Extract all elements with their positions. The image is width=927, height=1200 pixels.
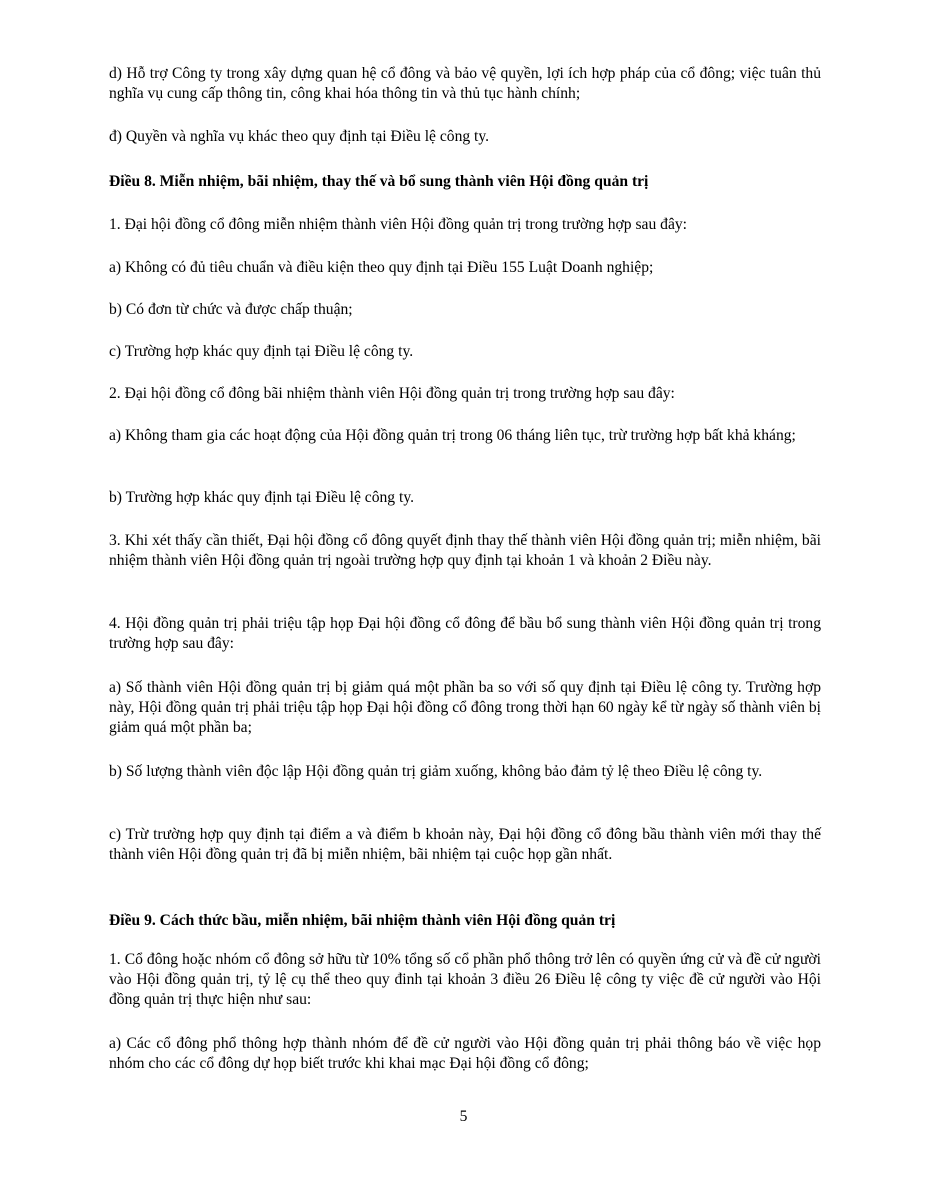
paragraph-8-3: 3. Khi xét thấy cần thiết, Đại hội đồng cổ đông quyết định thay thế thành viên Hội đồng quản trị; miễn nhiệm, bãi nhiệm thành viên Hội đồng quản trị ngoài trường hợp quy định tại khoản 1 và khoản 2 Điều này. bbox=[109, 532, 821, 569]
paragraph-8-1-a: a) Không có đủ tiêu chuẩn và điều kiện theo quy định tại Điều 155 Luật Doanh nghiệp; bbox=[109, 259, 654, 276]
heading-article-8: Điều 8. Miễn nhiệm, bãi nhiệm, thay thế và bổ sung thành viên Hội đồng quản trị bbox=[109, 173, 649, 190]
paragraph-8-4-a: a) Số thành viên Hội đồng quản trị bị giảm quá một phần ba so với số quy định tại Điều lệ công ty. Trường hợp này, Hội đồng quản trị phải triệu tập họp Đại hội đồng cổ đông trong thời hạn 60 ngày kể từ ngày số thành viên bị giảm quá một phần ba; bbox=[109, 679, 821, 736]
paragraph-9-1-a: a) Các cổ đông phổ thông hợp thành nhóm để đề cử người vào Hội đồng quản trị phải thông báo về việc họp nhóm cho các cổ đông dự họp biết trước khi khai mạc Đại hội đồng cổ đông; bbox=[109, 1035, 821, 1072]
paragraph-8-1-b: b) Có đơn từ chức và được chấp thuận; bbox=[109, 301, 353, 318]
paragraph-8-4-b: b) Số lượng thành viên độc lập Hội đồng quản trị giảm xuống, không bảo đảm tỷ lệ theo Điều lệ công ty. bbox=[109, 763, 763, 780]
paragraph-dd-other-rights: đ) Quyền và nghĩa vụ khác theo quy định tại Điều lệ công ty. bbox=[109, 128, 490, 145]
paragraph-9-1: 1. Cổ đông hoặc nhóm cổ đông sở hữu từ 10% tổng số cổ phần phổ thông trở lên có quyền ứng cử và đề cử người vào Hội đồng quản trị, tỷ lệ cụ thể theo quy đinh tại khoản 3 điều 26 Điều lệ công ty việc đề cử người vào Hội đồng quản trị thực hiện như sau: bbox=[109, 951, 821, 1008]
paragraph-8-2: 2. Đại hội đồng cổ đông bãi nhiệm thành viên Hội đồng quản trị trong trường hợp sau đây: bbox=[109, 385, 675, 402]
paragraph-8-1: 1. Đại hội đồng cổ đông miễn nhiệm thành viên Hội đồng quản trị trong trường hợp sau đây: bbox=[109, 216, 688, 233]
paragraph-8-4-c: c) Trừ trường hợp quy định tại điểm a và điểm b khoản này, Đại hội đồng cổ đông bầu thành viên mới thay thế thành viên Hội đồng quản trị đã bị miễn nhiệm, bãi nhiệm tại cuộc họp gần nhất. bbox=[109, 826, 821, 863]
heading-article-9: Điều 9. Cách thức bầu, miễn nhiệm, bãi nhiệm thành viên Hội đồng quản trị bbox=[109, 912, 616, 929]
paragraph-d-support: d) Hỗ trợ Công ty trong xây dựng quan hệ cổ đông và bảo vệ quyền, lợi ích hợp pháp của cổ đông; việc tuân thủ nghĩa vụ cung cấp thông tin, công khai hóa thông tin và thủ tục hành chính; bbox=[109, 65, 821, 102]
page-number: 5 bbox=[459, 1108, 468, 1125]
paragraph-8-2-b: b) Trường hợp khác quy định tại Điều lệ công ty. bbox=[109, 489, 415, 506]
paragraph-8-1-c: c) Trường hợp khác quy định tại Điều lệ công ty. bbox=[109, 343, 414, 360]
paragraph-8-4: 4. Hội đồng quản trị phải triệu tập họp Đại hội đồng cổ đông để bầu bổ sung thành viên Hội đồng quản trị trong trường hợp sau đây: bbox=[109, 615, 821, 652]
paragraph-8-2-a: a) Không tham gia các hoạt động của Hội đồng quản trị trong 06 tháng liên tục, trừ trường hợp bất khả kháng; bbox=[109, 427, 796, 444]
